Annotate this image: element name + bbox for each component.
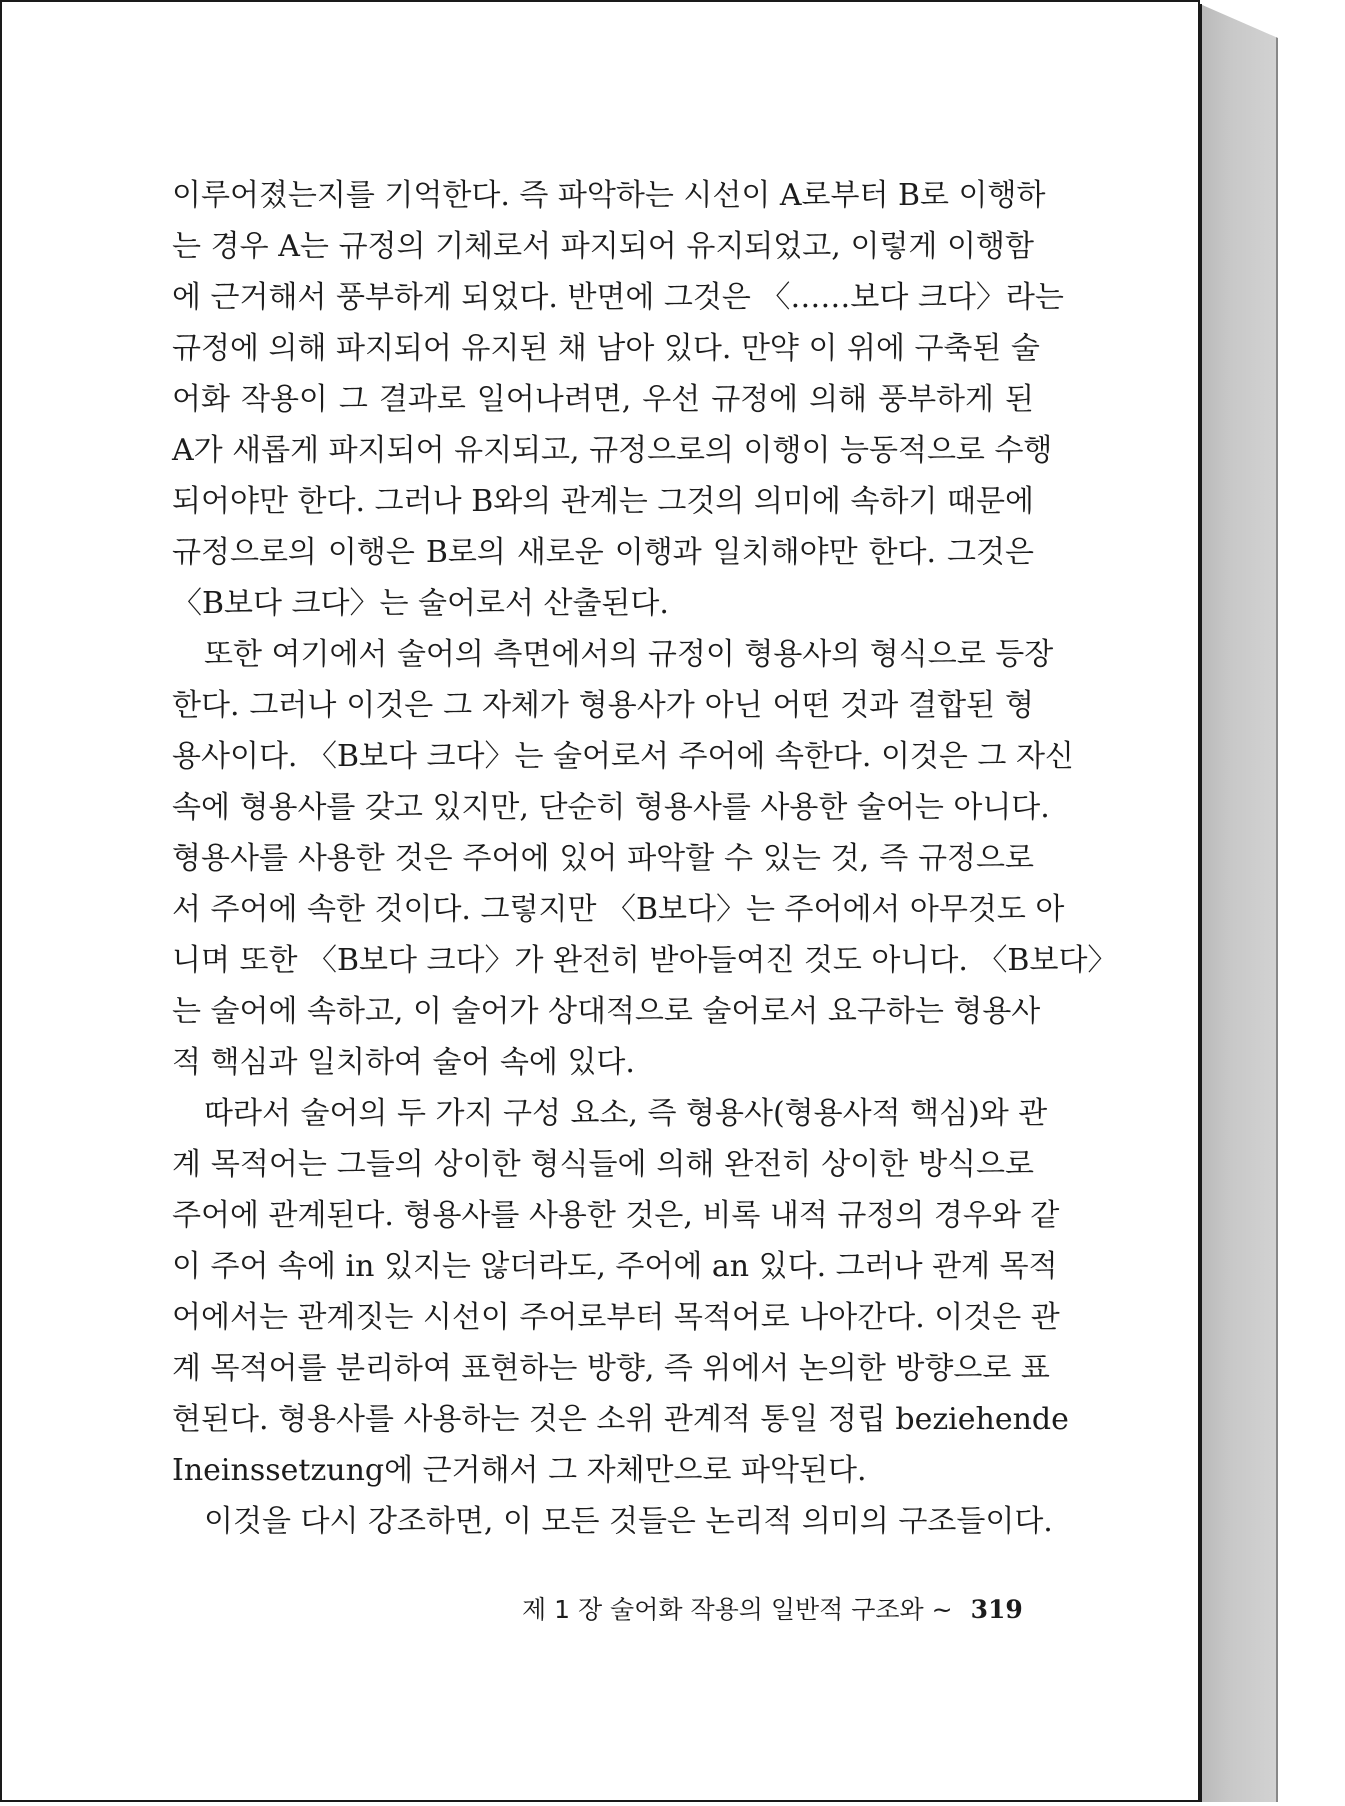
text-line: 어에서는 관계짓는 시선이 주어로부터 목적어로 나아간다. 이것은 관 xyxy=(172,1300,1060,1335)
text-line: 에 근거해서 풍부하게 되었다. 반면에 그것은 〈……보다 크다〉라는 xyxy=(172,280,1064,315)
text-line: 계 목적어를 분리하여 표현하는 방향, 즉 위에서 논의한 방향으로 표 xyxy=(172,1351,1050,1386)
running-head: 제 1 장 술어화 작용의 일반적 구조와 ~ xyxy=(522,1595,953,1624)
page-edge-divider xyxy=(1200,4,1202,1802)
text-line: 이 주어 속에 in 있지는 않더라도, 주어에 an 있다. 그러나 관계 목적 xyxy=(172,1249,1058,1284)
text-line: 한다. 그러나 이것은 그 자체가 형용사가 아닌 어떤 것과 결합된 형 xyxy=(172,688,1034,723)
text-line: 되어야만 한다. 그러나 B와의 관계는 그것의 의미에 속하기 때문에 xyxy=(172,484,1034,519)
paragraph-first-line: 또한 여기에서 술어의 측면에서의 규정이 형용사의 형식으로 등장 xyxy=(204,637,1054,672)
body-text xyxy=(172,170,1118,1547)
text-line: 용사이다. 〈B보다 크다〉는 술어로서 주어에 속한다. 이것은 그 자신 xyxy=(172,739,1074,774)
text-line: 주어에 관계된다. 형용사를 사용한 것은, 비록 내적 규정의 경우와 같 xyxy=(172,1198,1060,1233)
text-line: Ineinssetzung에 근거해서 그 자체만으로 파악된다. xyxy=(172,1453,867,1488)
text-line: A가 새롭게 파지되어 유지되고, 규정으로의 이행이 능동적으로 수행 xyxy=(172,433,1053,468)
text-line: 형용사를 사용한 것은 주어에 있어 파악할 수 있는 것, 즉 규정으로 xyxy=(172,841,1034,876)
text-line: 는 경우 A는 규정의 기체로서 파지되어 유지되었고, 이렇게 이행함 xyxy=(172,229,1034,264)
page-stack-edge xyxy=(1200,4,1278,1802)
text-line: 이루어졌는지를 기억한다. 즉 파악하는 시선이 A로부터 B로 이행하 xyxy=(172,178,1046,213)
text-line: 서 주어에 속한 것이다. 그렇지만 〈B보다〉는 주어에서 아무것도 아 xyxy=(172,892,1065,927)
text-line: 〈B보다 크다〉는 술어로서 산출된다. xyxy=(172,586,669,621)
text-line: 규정에 의해 파지되어 유지된 채 남아 있다. 만약 이 위에 구축된 술 xyxy=(172,331,1040,366)
text-line: 니며 또한 〈B보다 크다〉가 완전히 받아들여진 것도 아니다. 〈B보다〉 xyxy=(172,943,1118,978)
text-line: 는 술어에 속하고, 이 술어가 상대적으로 술어로서 요구하는 형용사 xyxy=(172,994,1041,1029)
paragraph-first-line: 따라서 술어의 두 가지 구성 요소, 즉 형용사(형용사적 핵심)와 관 xyxy=(204,1096,1048,1131)
text-line: 규정으로의 이행은 B로의 새로운 이행과 일치해야만 한다. 그것은 xyxy=(172,535,1034,570)
text-line: 어화 작용이 그 결과로 일어나려면, 우선 규정에 의해 풍부하게 된 xyxy=(172,382,1034,417)
text-line: 현된다. 형용사를 사용하는 것은 소위 관계적 통일 정립 beziehende xyxy=(172,1402,1069,1437)
paragraph-first-line: 이것을 다시 강조하면, 이 모든 것들은 논리적 의미의 구조들이다. xyxy=(204,1504,1053,1539)
page-footer xyxy=(522,1590,1023,1626)
text-line: 속에 형용사를 갖고 있지만, 단순히 형용사를 사용한 술어는 아니다. xyxy=(172,790,1050,825)
text-line: 계 목적어는 그들의 상이한 형식들에 의해 완전히 상이한 방식으로 xyxy=(172,1147,1034,1182)
text-line: 적 핵심과 일치하여 술어 속에 있다. xyxy=(172,1045,635,1080)
page-number: 319 xyxy=(970,1595,1023,1624)
